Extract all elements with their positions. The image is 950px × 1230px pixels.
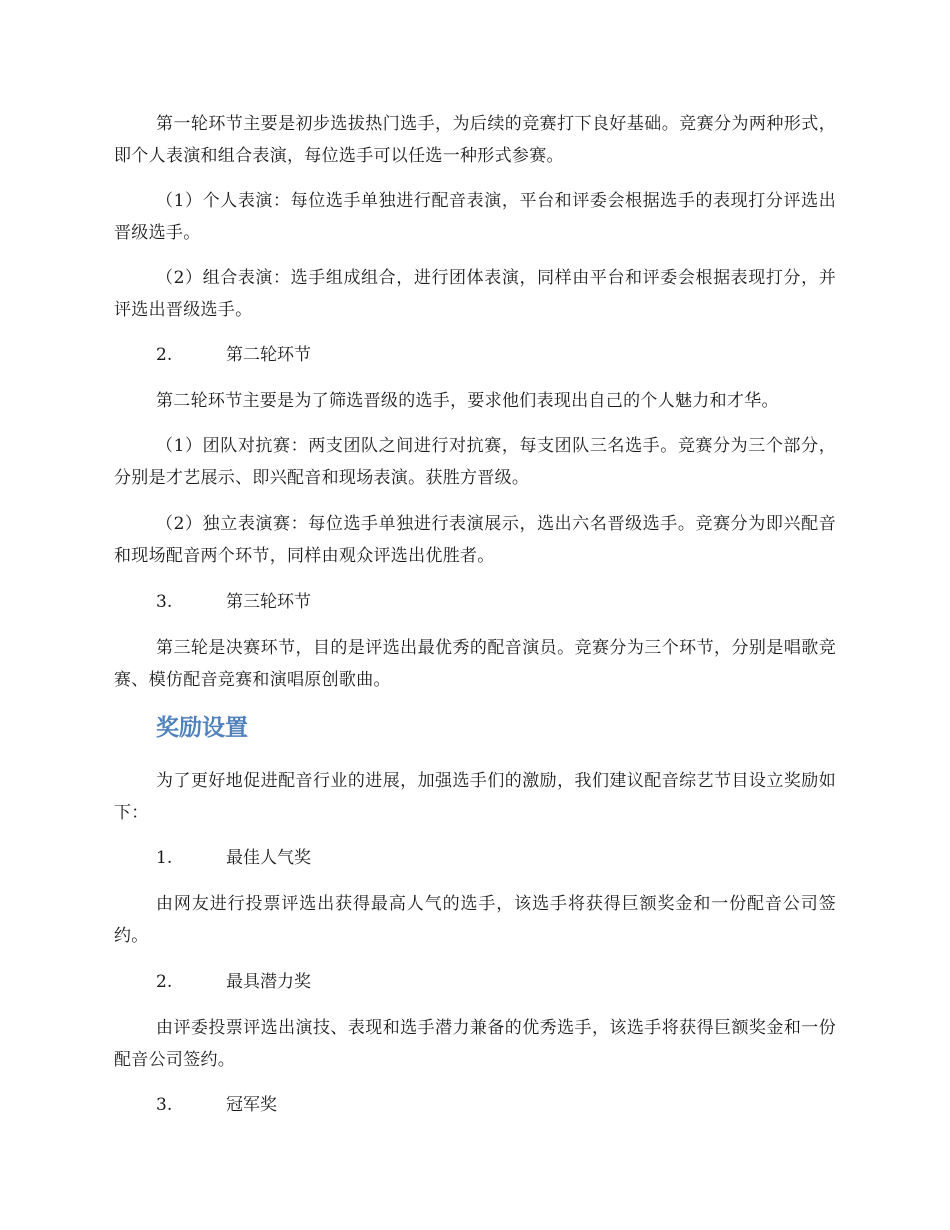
paragraph-round2-intro: 第二轮环节主要是为了筛选晋级的选手，要求他们表现出自己的个人魅力和才华。 xyxy=(156,391,779,411)
paragraph-awards-intro: 为了更好地促进配音行业的进展，加强选手们的激励，我们建议配音综艺节目设立奖励如下： xyxy=(114,771,836,823)
list-label: 第二轮环节 xyxy=(226,345,311,365)
paragraph-team-battle: （1）团队对抗赛：两支团队之间进行对抗赛，每支团队三名选手。竞赛分为三个部分，分别是才艺展示、即兴配音和现场表演。获胜方晋级。 xyxy=(114,436,836,488)
list-label: 冠军奖 xyxy=(226,1095,277,1115)
list-number: 1. xyxy=(156,848,173,868)
list-number: 3. xyxy=(156,592,173,612)
list-item-round3 xyxy=(156,586,311,618)
list-number: 2. xyxy=(156,972,173,992)
list-item-award3 xyxy=(156,1089,277,1121)
paragraph-round1-intro: 第一轮环节主要是初步选拔热门选手，为后续的竞赛打下良好基础。竞赛分为两种形式，即个人表演和组合表演，每位选手可以任选一种形式参赛。 xyxy=(114,114,836,166)
list-item-award1 xyxy=(156,842,311,874)
list-item-award2 xyxy=(156,966,311,998)
list-number: 2. xyxy=(156,345,173,365)
paragraph-award2-desc: 由评委投票评选出演技、表现和选手潜力兼备的优秀选手，该选手将获得巨额奖金和一份配音公司签约。 xyxy=(114,1018,836,1070)
section-heading-awards: 奖励设置 xyxy=(156,715,248,741)
paragraph-group-performance: （2）组合表演：选手组成组合，进行团体表演，同样由平台和评委会根据表现打分，并评选出晋级选手。 xyxy=(114,268,836,320)
paragraph-solo-performance: （2）独立表演赛：每位选手单独进行表演展示，选出六名晋级选手。竞赛分为即兴配音和现场配音两个环节，同样由观众评选出优胜者。 xyxy=(114,514,836,566)
list-label: 第三轮环节 xyxy=(226,592,311,612)
list-number: 3. xyxy=(156,1095,173,1115)
paragraph-individual-performance: （1）个人表演：每位选手单独进行配音表演，平台和评委会根据选手的表现打分评选出晋级选手。 xyxy=(114,191,836,243)
paragraph-award1-desc: 由网友进行投票评选出获得最高人气的选手，该选手将获得巨额奖金和一份配音公司签约。 xyxy=(114,894,836,946)
list-label: 最佳人气奖 xyxy=(226,848,311,868)
list-item-round2 xyxy=(156,339,311,371)
paragraph-round3-intro: 第三轮是决赛环节，目的是评选出最优秀的配音演员。竞赛分为三个环节，分别是唱歌竞赛、模仿配音竞赛和演唱原创歌曲。 xyxy=(114,638,836,690)
list-label: 最具潜力奖 xyxy=(226,972,311,992)
